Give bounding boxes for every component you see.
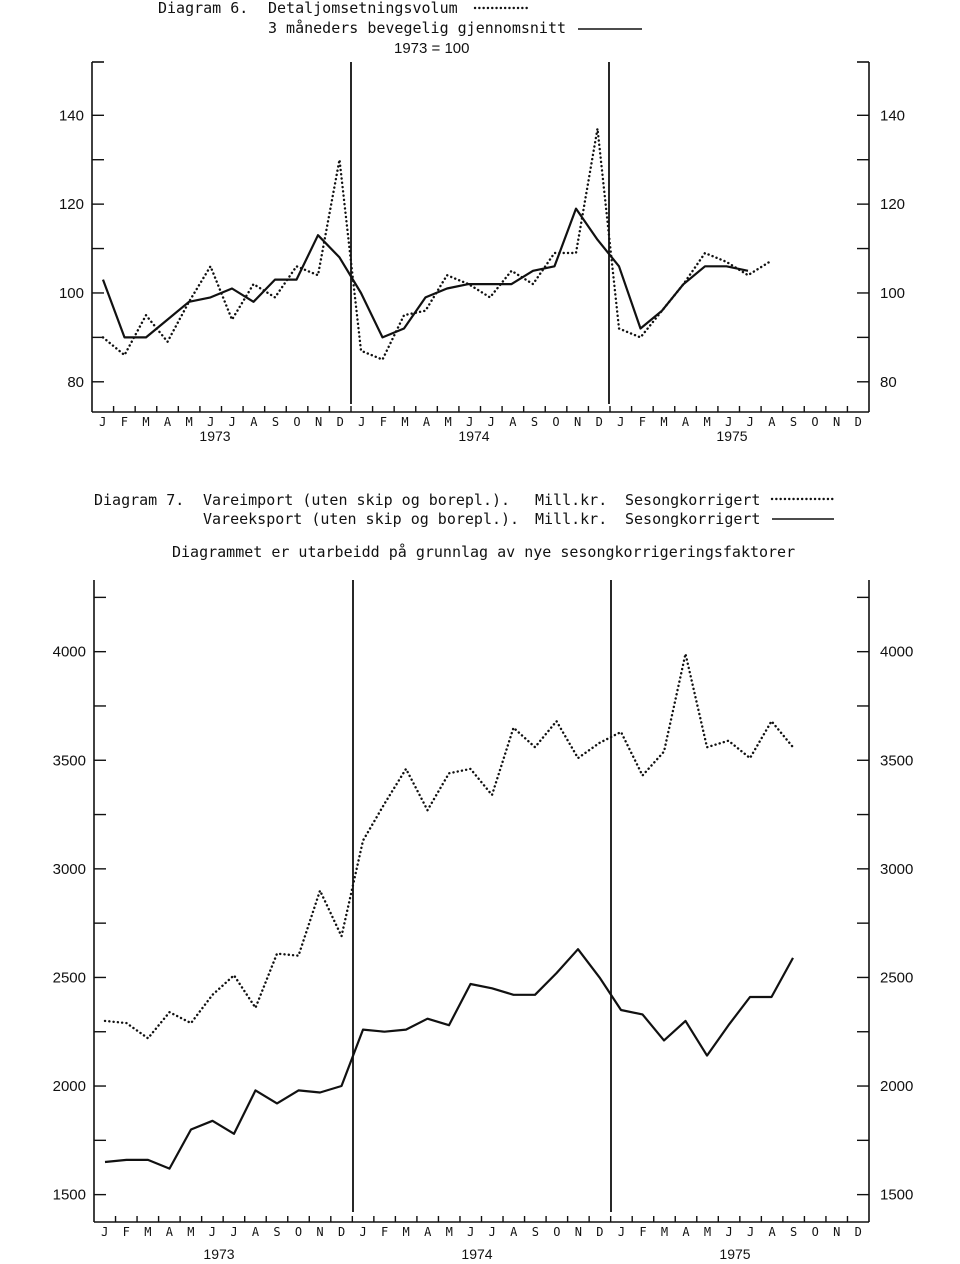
d6-ytick-label-right: 140 xyxy=(880,107,906,125)
d7-ytick-label-right: 3500 xyxy=(880,752,914,770)
d6-month-label: M xyxy=(185,415,193,429)
d7-series-solid-line xyxy=(105,949,793,1168)
d7-subtitle: Diagrammet er utarbeidd på grunnlag av nye sesongkorrigeringsfaktorer xyxy=(172,543,796,561)
d7-month-label: D xyxy=(337,1225,346,1239)
d7-ytick-label-left: 4000 xyxy=(52,643,86,661)
d7-month-label: O xyxy=(811,1225,819,1239)
d7-month-label: M xyxy=(402,1225,410,1239)
d6-year-label-1975: 1975 xyxy=(716,428,748,444)
d7-ytick-label-right: 4000 xyxy=(880,643,914,661)
d6-month-label: J xyxy=(207,415,215,429)
d7-month-label: S xyxy=(790,1225,798,1239)
d6-series-solid-line xyxy=(103,209,748,338)
d7-month-label: A xyxy=(510,1225,518,1239)
d6-month-label: D xyxy=(854,415,862,429)
d6-month-label: S xyxy=(530,415,539,429)
d6-ytick-label-right: 80 xyxy=(880,373,897,391)
d7-line2-b: Mill.kr. xyxy=(535,510,608,528)
d6-ytick-label-right: 100 xyxy=(880,284,906,302)
d6-ytick-label-left: 80 xyxy=(67,373,84,391)
d6-month-label: M xyxy=(703,415,711,429)
d7-month-label: J xyxy=(208,1225,217,1239)
d6-month-label: A xyxy=(250,415,258,429)
d7-month-label: O xyxy=(294,1225,303,1239)
d6-ytick-label-right: 120 xyxy=(880,196,906,214)
d7-month-label: S xyxy=(531,1225,539,1239)
d6-ytick-label-left: 140 xyxy=(58,107,84,125)
d7-year-label-1975: 1975 xyxy=(719,1246,751,1262)
d7-line2-c: Sesongkorrigert xyxy=(625,510,761,528)
d6-ytick-label-left: 120 xyxy=(58,196,84,214)
d6-month-label: D xyxy=(595,415,603,429)
d6-month-label: S xyxy=(271,415,280,429)
d6-year-label-1973: 1973 xyxy=(199,428,231,444)
d6-month-label: O xyxy=(293,415,301,429)
d6-month-label: A xyxy=(422,415,431,429)
diagram-6 xyxy=(59,62,905,444)
d7-month-label: J xyxy=(467,1225,475,1239)
d7-month-label: M xyxy=(144,1225,152,1239)
d7-ytick-label-left: 3500 xyxy=(52,752,86,770)
d7-month-label: A xyxy=(251,1225,260,1239)
d7-line1-c: Sesongkorrigert xyxy=(625,491,761,509)
d7-month-label: A xyxy=(682,1225,690,1239)
d6-month-label: M xyxy=(444,415,452,429)
d6-line3: 1973 = 100 xyxy=(394,40,470,57)
d7-ytick-label-right: 1500 xyxy=(880,1186,914,1204)
d7-line1-b: Mill.kr. xyxy=(535,491,608,509)
d7-month-label: D xyxy=(596,1225,604,1239)
d6-month-label: A xyxy=(681,415,690,429)
d6-month-label: M xyxy=(142,415,150,429)
d7-ytick-label-left: 1500 xyxy=(52,1186,86,1204)
d6-month-label: N xyxy=(833,415,841,429)
d6-month-label: A xyxy=(509,415,517,429)
d7-month-label: M xyxy=(187,1225,195,1239)
d6-ytick-label-left: 100 xyxy=(58,284,84,302)
d6-month-label: M xyxy=(401,415,409,429)
d7-title: Diagram 7. xyxy=(94,491,185,509)
d7-ytick-label-right: 2500 xyxy=(880,969,914,987)
d6-month-label: J xyxy=(725,415,733,429)
d6-month-label: A xyxy=(768,415,776,429)
d7-line1-a: Vareimport (uten skip og borepl.). xyxy=(203,491,511,509)
d7-month-label: J xyxy=(725,1225,733,1239)
d6-month-label: N xyxy=(315,415,323,429)
d6-month-label: J xyxy=(358,415,366,429)
d7-month-label: J xyxy=(359,1225,367,1239)
d7-month-label: J xyxy=(230,1225,238,1239)
d7-ytick-label-right: 3000 xyxy=(880,860,914,878)
d6-line1: Detaljomsetningsvolum xyxy=(268,0,458,17)
d7-month-label: M xyxy=(703,1225,712,1239)
d7-month-label: J xyxy=(488,1225,496,1239)
d7-month-label: F xyxy=(639,1225,647,1239)
d6-month-label: M xyxy=(660,415,668,429)
d7-ytick-label-right: 2000 xyxy=(880,1078,914,1096)
d6-line2: 3 måneders bevegelig gjennomsnitt xyxy=(268,19,567,37)
d6-month-label: J xyxy=(228,415,236,429)
d7-month-label: J xyxy=(101,1225,109,1239)
d6-month-label: F xyxy=(379,415,387,429)
d7-month-label: N xyxy=(316,1225,324,1239)
d7-month-label: N xyxy=(833,1225,841,1239)
d7-month-label: S xyxy=(273,1225,281,1239)
d7-month-label: A xyxy=(424,1225,432,1239)
d6-month-label: A xyxy=(163,415,172,429)
d6-month-label: J xyxy=(99,415,107,429)
d6-month-label: S xyxy=(789,415,798,429)
d7-series-dotted-line xyxy=(105,654,793,1039)
d7-month-label: J xyxy=(746,1225,755,1239)
d6-month-label: F xyxy=(638,415,646,429)
d7-month-label: M xyxy=(445,1225,453,1239)
d6-month-label: D xyxy=(336,415,344,429)
d6-month-label: J xyxy=(466,415,474,429)
d7-month-label: M xyxy=(660,1225,669,1239)
diagram-7 xyxy=(53,580,914,1262)
d6-month-label: O xyxy=(552,415,560,429)
d7-month-label: F xyxy=(381,1225,389,1239)
d7-month-label: D xyxy=(854,1225,862,1239)
d6-month-label: J xyxy=(487,415,495,429)
d6-series-dotted-line xyxy=(103,129,770,360)
d7-ytick-label-left: 2000 xyxy=(52,1078,86,1096)
d7-ytick-label-left: 2500 xyxy=(52,969,86,987)
d6-title: Diagram 6. xyxy=(158,0,249,17)
d6-month-label: F xyxy=(120,415,128,429)
d7-month-label: A xyxy=(768,1225,776,1239)
d7-month-label: A xyxy=(165,1225,173,1239)
d6-month-label: J xyxy=(746,415,754,429)
d7-month-label: J xyxy=(617,1225,626,1239)
d6-month-label: J xyxy=(617,415,625,429)
d7-year-label-1973: 1973 xyxy=(203,1246,235,1262)
d7-year-label-1974: 1974 xyxy=(461,1246,493,1262)
d7-month-label: N xyxy=(574,1225,582,1239)
d7-ytick-label-left: 3000 xyxy=(52,860,86,878)
d7-line2-a: Vareeksport (uten skip og borepl.). xyxy=(203,510,520,528)
d6-month-label: N xyxy=(574,415,582,429)
d7-month-label: O xyxy=(553,1225,561,1239)
d6-month-label: O xyxy=(811,415,819,429)
d6-year-label-1974: 1974 xyxy=(458,428,490,444)
d7-month-label: F xyxy=(122,1225,130,1239)
